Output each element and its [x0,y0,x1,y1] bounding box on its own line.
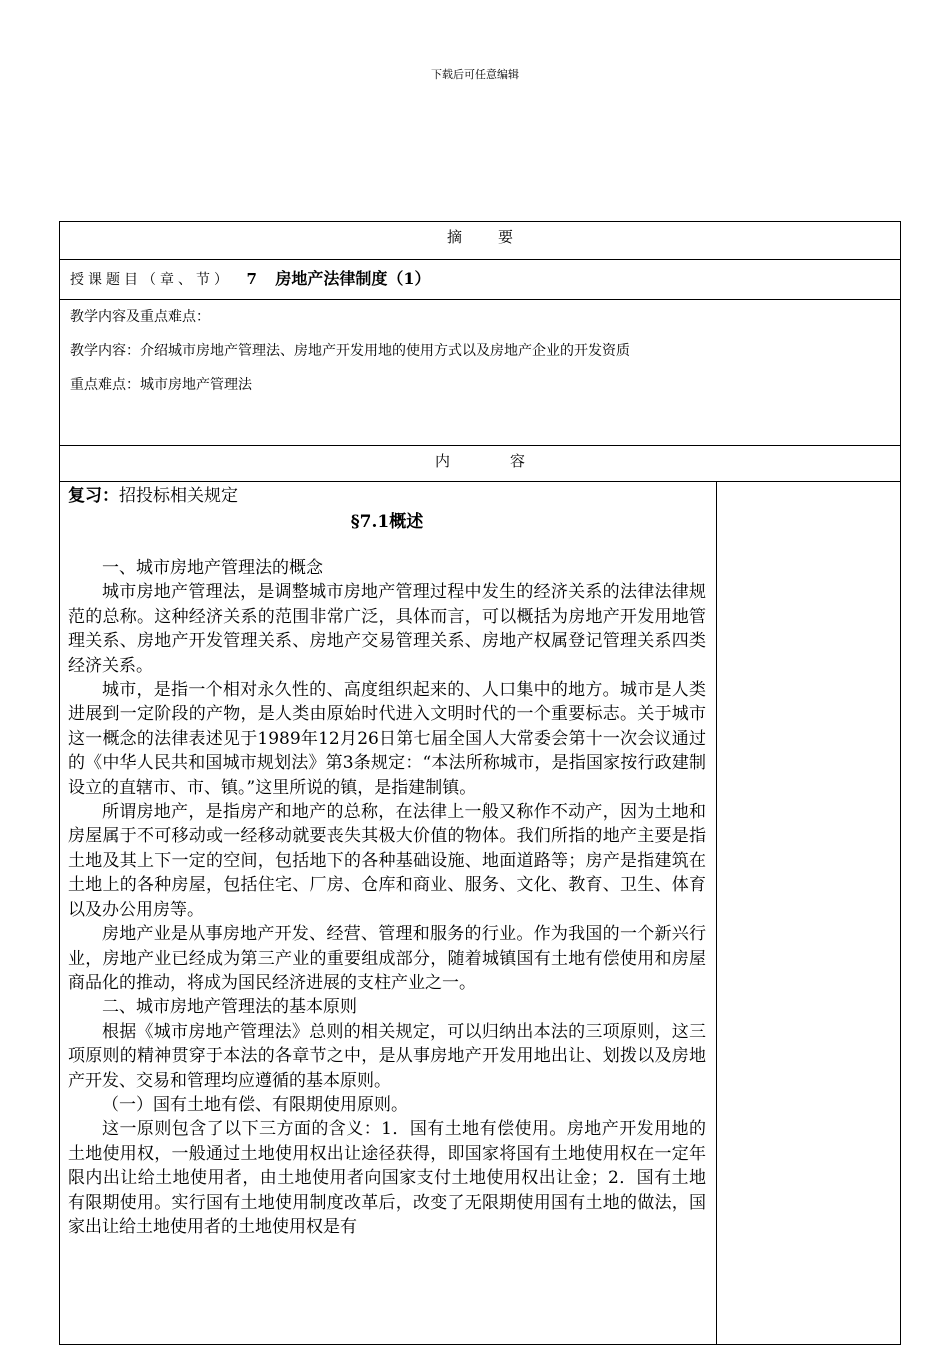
lesson-table [59,221,901,1345]
review-text: 招投标相关规定 [119,486,238,506]
paragraph-4: 房地产业是从事房地产开发、经营、管理和服务的行业。作为我国的一个新兴行业，房地产业已经成为第三产业的重要组成部分，随着城镇国有土地有偿使用和房屋商品化的推动，将成为国民经济进展的支柱产业之一。 [68,924,706,993]
main-column [60,482,717,1344]
topic-number: 7 [246,270,257,288]
section-title: §7.1概述 [350,512,424,532]
paragraph-1: 城市房地产管理法，是调整城市房地产管理过程中发生的经济关系的法律法律规范的总称。这种经济关系的范围非常广泛，具体而言，可以概括为房地产开发用地管理关系、房地产开发管理关系、房地产交易管理关系、房地产权属登记管理关系四类经济关系。 [68,582,706,676]
heading-1: 一、城市房地产管理法的概念 [102,558,323,578]
topic-name: 房地产法律制度（1） [275,269,431,288]
goals-heading: 教学内容及重点难点： [70,309,210,325]
review-line [68,484,706,508]
goals-row [60,300,900,446]
content-body [60,482,900,1344]
paragraph-6: 这一原则包含了以下三方面的含义：1．国有土地有偿使用。房地产开发用地的土地使用权，一般通过土地使用权出让途径获得，即国家将国有土地使用权在一定年限内出让给土地使用者，由土地使用者向国家支付土地使用权出让金；2．国有土地有限期使用。实行国有土地使用制度改革后，改变了无限期使用国有土地的做法，国家出让给土地使用者的土地使用权是有 [68,1119,706,1237]
paragraph-5: 根据《城市房地产管理法》总则的相关规定，可以归纳出本法的三项原则，这三项原则的精神贯穿于本法的各章节之中，是从事房地产开发用地出让、划拨以及房地产开发、交易和管理均应遵循的基本原则。 [68,1021,706,1091]
heading-3: （一）国有土地有偿、有限期使用原则。 [102,1094,408,1115]
goals-content: 教学内容：介绍城市房地产管理法、房地产开发用地的使用方式以及房地产企业的开发资质 [70,343,630,359]
header-note: 下载后可任意编辑 [431,68,519,81]
goals-key: 重点难点：城市房地产管理法 [70,377,252,393]
table-title: 摘要 [60,222,900,260]
topic-row [60,260,900,300]
notes-column [717,482,900,1344]
heading-2: 二、城市房地产管理法的基本原则 [102,997,357,1018]
topic-label: 授课题目（章、节） [70,272,232,288]
content-header: 内容 [60,446,900,482]
paragraph-3: 所谓房地产，是指房产和地产的总称，在法律上一般又称作不动产，因为土地和房屋属于不可移动或一经移动就要丧失其极大价值的物体。我们所指的地产主要是指土地及其上下一定的空间，包括地下的各种基础设施、地面道路等；房产是指建筑在土地上的各种房屋，包括住宅、厂房、仓库和商业、服务、文化、教育、卫生、体育以及办公用房等。 [68,802,706,920]
review-label: 复习： [68,486,119,506]
paragraph-2: 城市，是指一个相对永久性的、高度组织起来的、人口集中的地方。城市是人类进展到一定阶段的产物，是人类由原始时代进入文明时代的一个重要标志。关于城市这一概念的法律表述见于1989年12月26日第七届全国人大常委会第十一次会议通过的《中华人民共和国城市规划法》第3条规定：“本法所称城市，是指国家按行政建制设立的直辖市、市、镇。”这里所说的镇，是指建制镇。 [68,680,706,798]
